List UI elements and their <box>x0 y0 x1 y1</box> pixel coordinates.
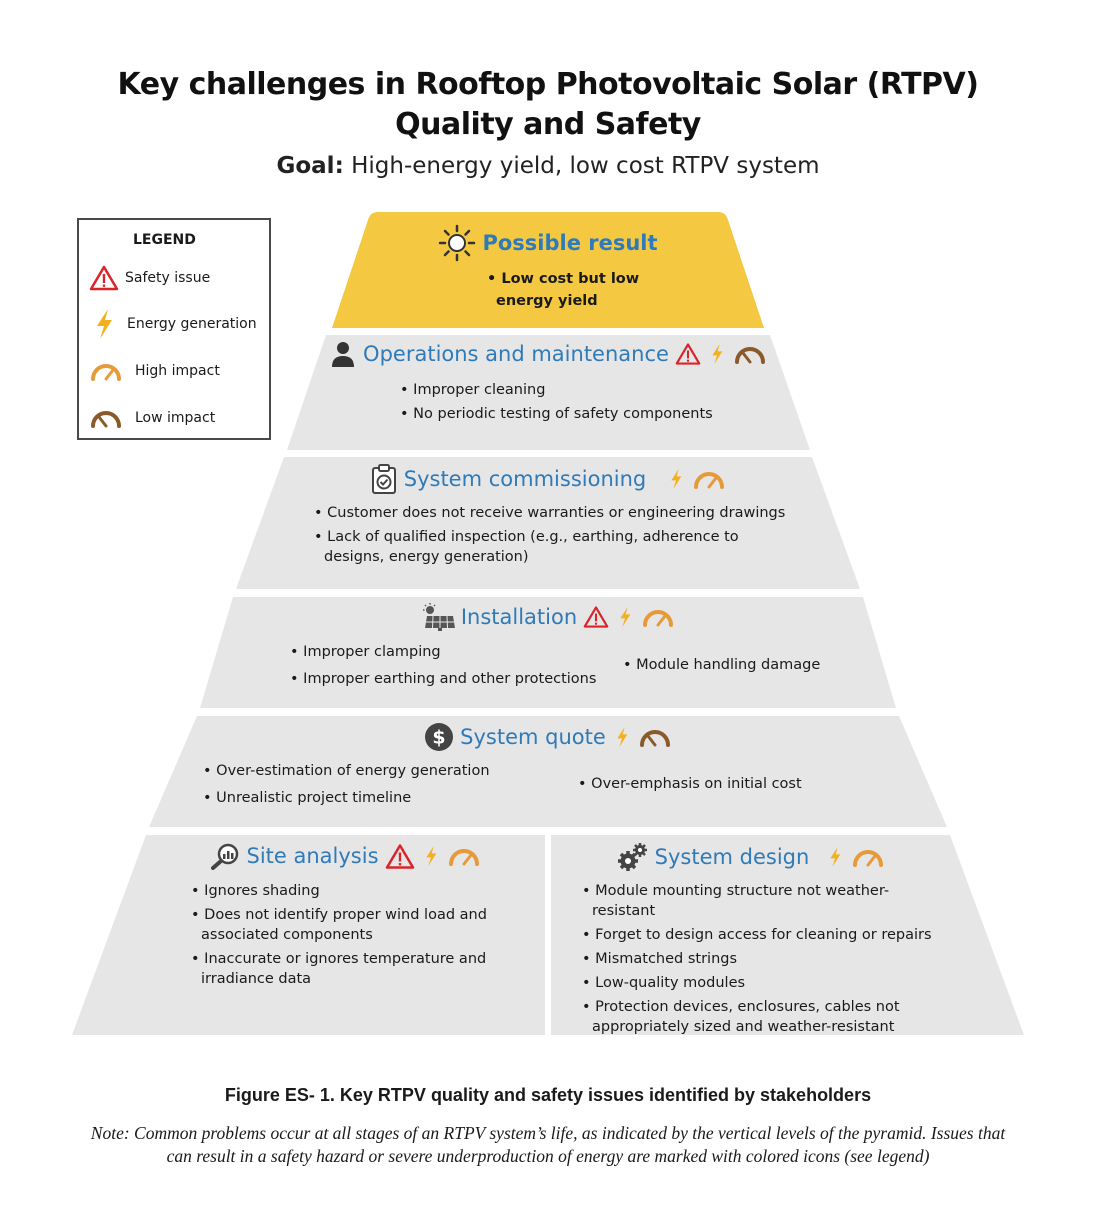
sun-icon <box>438 224 476 262</box>
low-impact-icon <box>733 343 767 365</box>
solar-panel-icon <box>421 602 455 632</box>
tier-quote-header <box>298 722 798 752</box>
legend-title: LEGEND <box>133 232 196 248</box>
safety-issue-icon <box>385 843 415 870</box>
tier-quote-bullets-left <box>203 761 490 812</box>
magnifier-icon <box>210 842 240 870</box>
tier-site-header <box>146 842 545 870</box>
energy-generation-icon <box>612 723 632 751</box>
energy-generation-icon <box>421 842 441 870</box>
energy-generation-icon <box>707 340 727 368</box>
high-impact-icon <box>692 468 726 490</box>
list-item: • Forget to design access for cleaning or repairs <box>582 925 952 945</box>
tier-installation-bullets-left <box>290 642 596 693</box>
high-impact-icon <box>641 606 675 628</box>
legend-label-low-impact: Low impact <box>135 410 216 426</box>
goal-text: High-energy yield, low cost RTPV system <box>351 153 820 179</box>
tier-commissioning-title: System commissioning <box>403 467 647 491</box>
tier-commissioning-header <box>298 463 798 495</box>
tier-operations-header <box>298 340 798 368</box>
list-item: • Protection devices, enclosures, cables not appropriately sized and weather-resistant <box>582 997 952 1037</box>
safety-issue-icon <box>89 265 119 291</box>
legend-label-energy: Energy generation <box>127 316 257 332</box>
list-item: • Over-estimation of energy generation <box>203 761 490 781</box>
tier-result-bullets <box>440 268 660 312</box>
tier-design-bullets <box>582 881 952 1041</box>
legend-item-energy <box>89 309 257 339</box>
list-item: • Does not identify proper wind load and associated components <box>191 905 511 945</box>
tier-result-header <box>348 224 748 262</box>
tier-operations-bullets <box>400 380 713 428</box>
list-item: • Lack of qualified inspection (e.g., earthing, adherence to designs, energy generation) <box>314 527 794 567</box>
legend-label-high-impact: High impact <box>135 363 220 379</box>
low-impact-icon <box>89 407 123 429</box>
safety-issue-icon <box>675 342 701 366</box>
list-item: • Low-quality modules <box>582 973 952 993</box>
safety-issue-icon <box>583 605 609 629</box>
tier-installation-bullets-right <box>623 655 820 679</box>
legend-item-high-impact <box>89 356 220 386</box>
figure-caption: Figure ES- 1. Key RTPV quality and safety issues identified by stakeholders <box>224 1085 872 1105</box>
list-item: • Improper cleaning <box>400 380 713 400</box>
list-item: • Improper earthing and other protections <box>290 669 596 689</box>
energy-generation-icon <box>615 603 635 631</box>
list-item: • Customer does not receive warranties or engineering drawings <box>314 503 794 523</box>
tier-commissioning-bullets <box>314 503 794 571</box>
high-impact-icon <box>89 360 123 382</box>
legend-box <box>77 218 271 440</box>
tier-site-title: Site analysis <box>246 844 379 868</box>
tier-installation-title: Installation <box>460 605 578 629</box>
tier-quote-bullets-right <box>578 774 802 798</box>
tier-design-header <box>551 842 951 872</box>
list-item: • Unrealistic project timeline <box>203 788 490 808</box>
gears-icon <box>617 842 649 872</box>
svg-text:$: $ <box>432 726 446 749</box>
tier-operations-title: Operations and maintenance <box>363 342 669 366</box>
figure-note: Note: Common problems occur at all stages of an RTPV system’s life, as indicated by the vertical levels of the pyramid. Issues that can result in a safety hazard or severe underproduction of energy are marked with colored icons (see legend) <box>90 1123 1006 1166</box>
tier-design-title: System design <box>654 845 810 869</box>
high-impact-icon <box>851 846 885 868</box>
tier-installation-header <box>298 602 798 632</box>
list-item: • Inaccurate or ignores temperature and irradiance data <box>191 949 511 989</box>
tier-site-bullets <box>191 881 511 993</box>
list-item: • No periodic testing of safety components <box>400 404 713 424</box>
list-item: • Module handling damage <box>623 655 820 675</box>
energy-generation-icon <box>89 308 119 340</box>
energy-generation-icon <box>666 465 686 493</box>
page-title-line1: Key challenges in Rooftop Photovoltaic Solar (RTPV) <box>117 67 979 102</box>
dollar-icon <box>424 722 454 752</box>
high-impact-icon <box>447 845 481 867</box>
list-item: • Over-emphasis on initial cost <box>578 774 802 794</box>
list-item: • Mismatched strings <box>582 949 952 969</box>
clipboard-icon <box>370 463 398 495</box>
goal-label: Goal: <box>276 153 344 179</box>
legend-item-low-impact <box>89 403 215 433</box>
list-item: • Module mounting structure not weather-resistant <box>582 881 952 921</box>
tier-quote-title: System quote <box>460 725 606 749</box>
person-icon <box>329 340 357 368</box>
result-bullet-2: energy yield <box>496 293 598 309</box>
energy-generation-icon <box>825 843 845 871</box>
legend-label-safety: Safety issue <box>125 270 211 286</box>
list-item: • Improper clamping <box>290 642 596 662</box>
tier-result-title: Possible result <box>482 231 658 255</box>
list-item: • Ignores shading <box>191 881 511 901</box>
page-title-line2: Quality and Safety <box>395 107 701 142</box>
legend-item-safety <box>89 263 210 293</box>
result-bullet-1: • Low cost but low <box>487 271 640 287</box>
low-impact-icon <box>638 726 672 748</box>
